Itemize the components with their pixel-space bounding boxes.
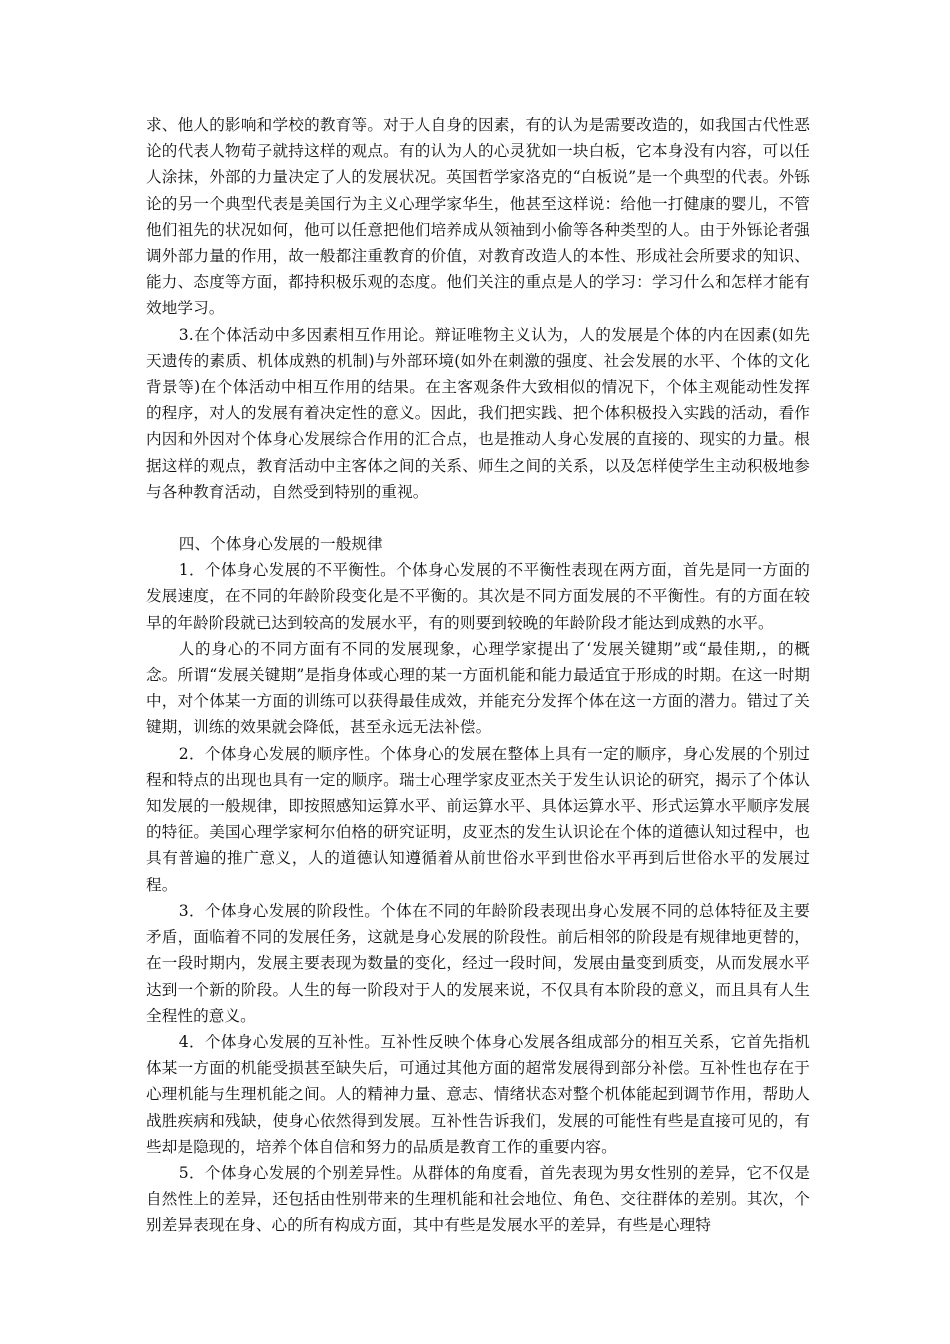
paragraph-sequence: 2．个体身心发展的顺序性。个体身心的发展在整体上具有一定的顺序，身心发展的个别过程和特点的出现也具有一定的顺序。瑞士心理学家皮亚杰关于发生认识论的研究，揭示了个体认知发展的一般规律，即按照感知运算水平、前运算水平、具体运算水平、形式运算水平顺序发展的特征。美国心理学家柯尔伯格的研究证明，皮亚杰的发生认识论在个体的道德认知过程中，也具有普遍的推广意义，人的道德认知遵循着从前世俗水平到世俗水平再到后世俗水平的发展过程。	[146, 744, 810, 894]
section-heading-general-laws: 四、个体身心发展的一般规律	[178, 535, 383, 554]
paragraph-interaction-theory: 3.在个体活动中多因素相互作用论。辩证唯物主义认为，人的发展是个体的内在因素(如先天遗传的素质、机体成熟的机制)与外部环境(如外在刺激的强度、社会发展的水平、个体的文化背景等)在个体活动中相互作用的结果。在主客观条件大致相似的情况下，个体主观能动性发挥的程序，对人的发展有着决定性的意义。因此，我们把实践、把个体积极投入实践的活动，看作内因和外因对个体身心发展综合作用的汇合点，也是推动人身心发展的直接的、现实的力量。根据这样的观点，教育活动中主客体之间的关系、师生之间的关系，以及怎样使学生主动积极地参与各种教育活动，自然受到特别的重视。	[146, 325, 810, 501]
paragraph-externalism-continued: 求、他人的影响和学校的教育等。对于人自身的因素，有的认为是需要改造的，如我国古代性恶论的代表人物荀子就持这样的观点。有的认为人的心灵犹如一块白板，它本身没有内容，可以任人涂抹，外部的力量决定了人的发展状况。英国哲学家洛克的“白板说”是一个典型的代表。外铄论的另一个典型代表是美国行为主义心理学家华生，他甚至这样说：给他一打健康的婴儿，不管他们祖先的状况如何，他可以任意把他们培养成从领袖到小偷等各种类型的人。由于外铄论者强调外部力量的作用，故一般都注重教育的价值，对教育改造人的本性、形成社会所要求的知识、能力、态度等方面，都持积极乐观的态度。他们关注的重点是人的学习：学习什么和怎样才能有效地学习。	[146, 116, 810, 318]
paragraph-imbalance: 1．个体身心发展的不平衡性。个体身心发展的不平衡性表现在两方面，首先是同一方面的发展速度，在不同的年龄阶段变化是不平衡的。其次是不同方面发展的不平衡性。有的方面在较早的年龄阶段就已达到较高的发展水平，有的则要到较晚的年龄阶段才能达到成熟的水平。	[146, 561, 810, 632]
document-page	[146, 112, 810, 1239]
paragraph-stages: 3．个体身心发展的阶段性。个体在不同的年龄阶段表现出身心发展不同的总体特征及主要矛盾，面临着不同的发展任务，这就是身心发展的阶段性。前后相邻的阶段是有规律地更替的，在一段时期内，发展主要表现为数量的变化，经过一段时间，发展由量变到质变，从而发展水平达到一个新的阶段。人生的每一阶段对于人的发展来说，不仅具有本阶段的意义，而且具有人生全程性的意义。	[146, 901, 810, 1025]
paragraph-individual-differences: 5．个体身心发展的个别差异性。从群体的角度看，首先表现为男女性别的差异，它不仅是自然性上的差异，还包括由性别带来的生理机能和社会地位、角色、交往群体的差别。其次，个别差异表现在身、心的所有构成方面，其中有些是发展水平的差异，有些是心理特	[146, 1163, 810, 1235]
paragraph-complementarity: 4．个体身心发展的互补性。互补性反映个体身心发展各组成部分的相互关系，它首先指机体某一方面的机能受损甚至缺失后，可通过其他方面的超常发展得到部分补偿。互补性也存在于心理机能与生理机能之间。人的精神力量、意志、情绪状态对整个机体能起到调节作用，帮助人战胜疾病和残缺，使身心依然得到发展。互补性告诉我们，发展的可能性有些是直接可见的，有些却是隐现的，培养个体自信和努力的品质是教育工作的重要内容。	[146, 1032, 810, 1156]
paragraph-critical-period: 人的身心的不同方面有不同的发展现象，心理学家提出了‘发展关键期”或“最佳期,，的概念。所谓“发展关键期”是指身体或心理的某一方面机能和能力最适宜于形成的时期。在这一时期中，对个体某一方面的训练可以获得最佳成效，并能充分发挥个体在这一方面的潜力。错过了关键期，训练的效果就会降低，甚至永远无法补偿。	[146, 639, 810, 737]
section-spacer	[146, 505, 810, 531]
